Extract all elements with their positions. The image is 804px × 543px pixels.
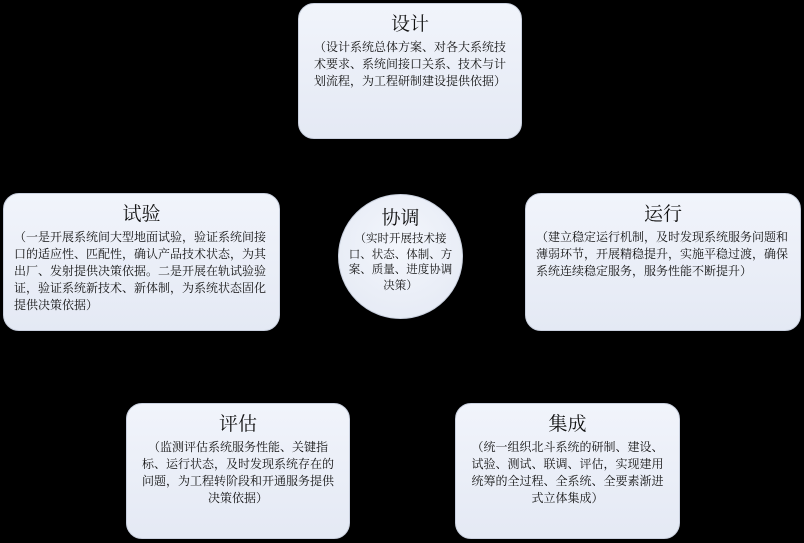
integrate-box (455, 403, 680, 539)
coordinate-title: 协调 (381, 207, 420, 229)
design-box (298, 3, 522, 139)
run-title: 运行 (643, 203, 682, 225)
evaluate-title: 评估 (218, 413, 257, 435)
test-box (3, 193, 280, 331)
coordinate-circle (338, 194, 463, 319)
design-title: 设计 (390, 13, 429, 35)
evaluate-box (126, 403, 350, 539)
run-box (525, 193, 801, 331)
run-description: （建立稳定运行机制，及时发现系统服务问题和薄弱环节，开展精稳提升，实施平稳过渡，确保系统连续稳定服务，服务性能不断提升） (536, 230, 789, 278)
integrate-description: （统一组织北斗系统的研制、建设、试验、测试、联调、评估，实现建用统筹的全过程、全系统、全要素渐进式立体集成） (471, 440, 664, 505)
evaluate-description: （监测评估系统服务性能、关键指标、运行状态，及时发现系统存在的问题，为工程转阶段和开通服务提供决策依据） (141, 440, 334, 505)
test-description: （一是开展系统间大型地面试验，验证系统间接口的适应性、匹配性，确认产品技术状态，为其出厂、发射提供决策依据。二是开展在轨试验验证，验证系统新技术、新体制，为系统状态固化提供决策依据） (14, 230, 267, 312)
test-title: 试验 (122, 203, 161, 225)
design-description: （设计系统总体方案、对各大系统技术要求、系统间接口关系、技术与计划流程，为工程研制建设提供依据） (313, 40, 506, 88)
coordinate-description: （实时开展技术接口、状态、体制、方案、质量、进度协调决策） (348, 231, 453, 292)
integrate-title: 集成 (548, 413, 587, 435)
